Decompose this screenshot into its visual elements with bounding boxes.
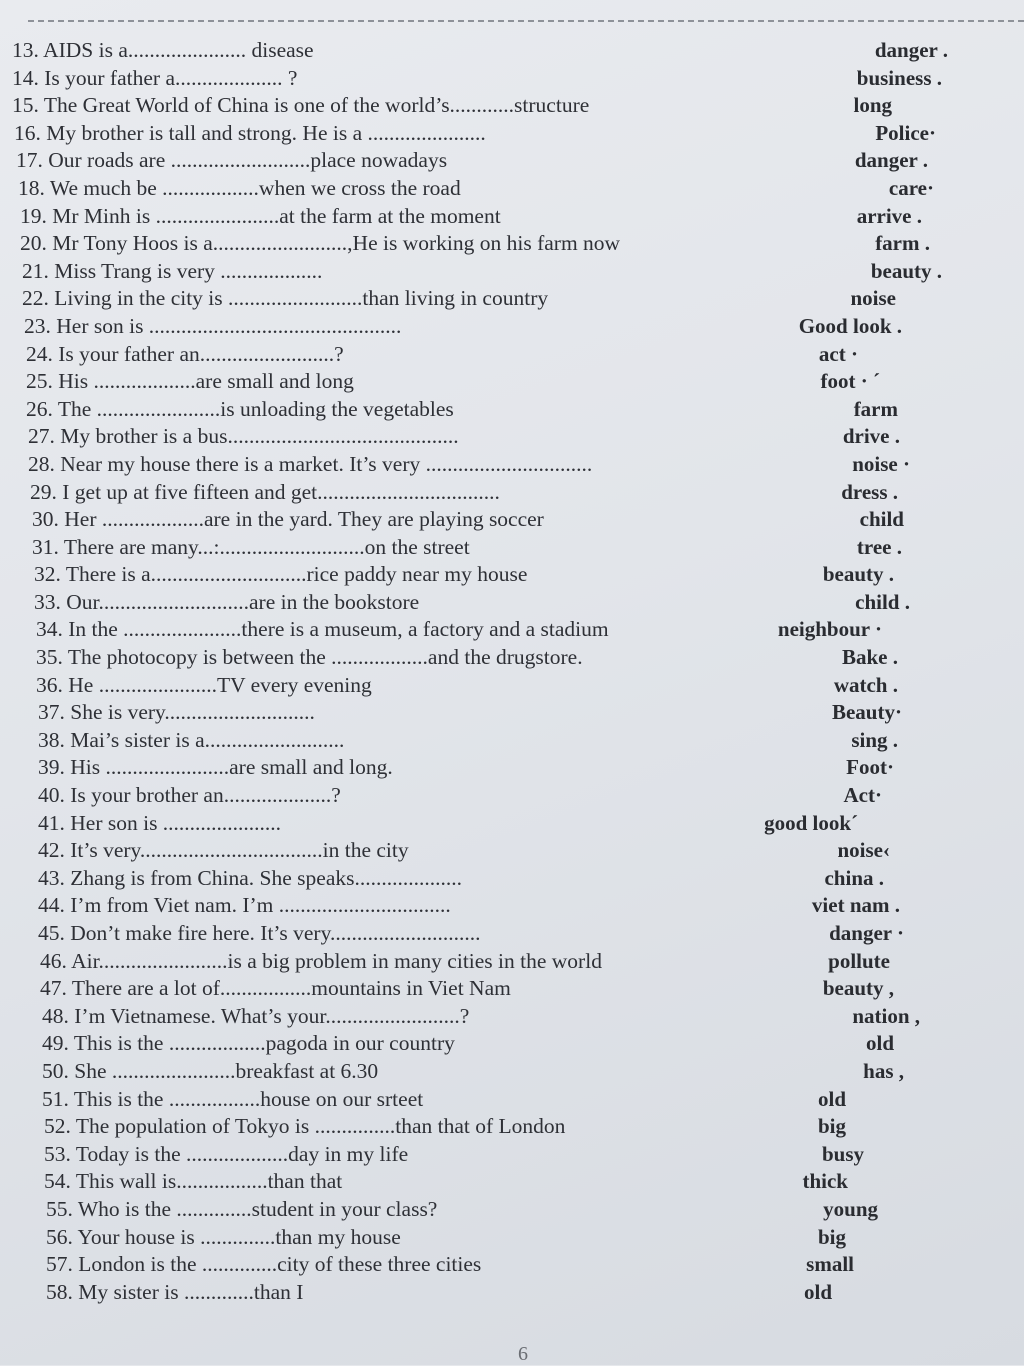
exercise-text: Today is the ...................day in my life	[75, 1141, 409, 1166]
exercise-text: Mai’s sister is a..........................	[70, 727, 345, 752]
exercise-text: This wall is.................than that	[75, 1169, 343, 1194]
exercise-number: 20.	[20, 231, 47, 256]
exercise-item	[8, 506, 1008, 534]
exercise-item	[8, 203, 1008, 231]
exercise-text: I get up at five fifteen and get..................................	[62, 479, 500, 504]
exercise-text: AIDS is a...................... disease	[43, 38, 314, 62]
exercise-number: 33.	[34, 589, 61, 614]
exercise-number: 19.	[20, 203, 47, 228]
exercise-text: Mr Tony Hoos is a.........................,He is working on his farm now	[52, 231, 621, 256]
exercise-item	[8, 644, 1008, 672]
word-hint: beauty .	[870, 258, 942, 283]
exercise-text: Is your brother an....................?	[70, 783, 341, 808]
word-hint: neighbour ·	[777, 617, 882, 642]
exercise-item	[8, 230, 1008, 258]
exercise-text: Her son is ......................	[70, 810, 282, 835]
word-hint: long	[853, 93, 892, 118]
exercise-number: 43.	[38, 865, 65, 890]
exercise-item	[8, 1279, 1008, 1307]
word-hint: Bake .	[841, 645, 898, 670]
exercise-number: 30.	[32, 507, 59, 532]
exercise-item	[8, 948, 1008, 976]
exercise-number: 57.	[46, 1252, 73, 1277]
exercise-number: 41.	[38, 810, 65, 835]
exercise-text: Don’t make fire here. It’s very............................	[70, 921, 481, 945]
exercise-number: 28.	[28, 451, 55, 476]
exercise-item	[8, 423, 1008, 451]
exercise-sentence	[46, 1196, 437, 1224]
exercise-sentence	[28, 423, 459, 451]
exercise-item	[8, 396, 1008, 424]
exercise-item	[8, 1003, 1008, 1031]
exercise-text: This is the ..................pagoda in our country	[73, 1031, 455, 1056]
exercise-item	[8, 1030, 1008, 1058]
exercise-number: 44.	[38, 893, 65, 918]
exercise-text: Air........................is a big problem in many cities in the world	[71, 948, 602, 973]
exercise-text: His .......................are small and long.	[70, 755, 393, 780]
exercise-item	[8, 892, 1008, 920]
exercise-text: The Great World of China is one of the world’s............structure	[43, 93, 590, 118]
exercise-sentence	[44, 1141, 408, 1169]
exercise-text: My brother is tall and strong. He is a ......................	[46, 120, 486, 145]
word-hint: beauty .	[822, 562, 894, 587]
word-hint: nation ,	[852, 1003, 920, 1028]
exercise-sentence	[46, 1251, 481, 1279]
exercise-number: 50.	[42, 1058, 69, 1083]
exercise-text: In the ......................there is a museum, a factory and a stadium	[68, 617, 609, 642]
word-hint: has ,	[863, 1058, 904, 1083]
exercise-number: 32.	[34, 562, 61, 587]
word-hint: thick	[802, 1169, 848, 1194]
word-hint: old	[817, 1086, 846, 1111]
word-hint: danger .	[874, 38, 948, 62]
exercise-text: Your house is ..............than my house	[77, 1224, 401, 1249]
exercise-sentence	[26, 396, 454, 424]
exercise-item	[8, 616, 1008, 644]
exercise-sentence	[42, 1003, 469, 1031]
exercise-sentence	[44, 1113, 565, 1141]
exercise-sentence	[26, 368, 354, 396]
exercise-sentence	[12, 92, 589, 120]
exercise-number: 37.	[38, 700, 65, 725]
exercise-text: The photocopy is between the ..................and the drugstore.	[67, 645, 583, 670]
exercise-item	[8, 727, 1008, 755]
exercise-item	[8, 37, 1008, 65]
word-hint: noise ·	[852, 451, 910, 476]
exercise-text: This is the .................house on our srteet	[73, 1086, 424, 1111]
exercise-number: 17.	[16, 148, 43, 173]
exercise-item	[8, 92, 1008, 120]
exercise-item	[8, 865, 1008, 893]
word-hint: sing .	[851, 727, 898, 752]
word-hint: busy	[821, 1141, 864, 1166]
word-hint: business .	[856, 65, 942, 90]
word-hint: pollute	[828, 948, 890, 973]
word-hint: beauty ,	[822, 976, 894, 1001]
page-number: 6	[518, 1343, 528, 1365]
exercise-item	[8, 285, 1008, 313]
exercise-text: My brother is a bus...........................................	[60, 424, 459, 449]
exercise-sentence	[24, 313, 401, 341]
exercise-number: 47.	[40, 976, 67, 1001]
exercise-item	[8, 589, 1008, 617]
word-hint: Foot·	[846, 755, 894, 780]
exercise-text: She .......................breakfast at 6.30	[74, 1058, 379, 1083]
exercise-number: 54.	[44, 1169, 71, 1194]
exercise-number: 53.	[44, 1141, 71, 1166]
exercise-sentence	[40, 975, 511, 1003]
word-hint: farm .	[875, 231, 930, 256]
exercise-text: Who is the ..............student in your class?	[77, 1196, 438, 1221]
word-hint: danger .	[854, 148, 928, 173]
exercise-sentence	[42, 1086, 423, 1114]
exercise-item	[8, 451, 1008, 479]
exercise-item	[8, 258, 1008, 286]
exercise-text: She is very............................	[70, 700, 315, 725]
exercise-text: There is a.............................rice paddy near my house	[65, 562, 528, 587]
exercise-item	[8, 368, 1008, 396]
exercise-number: 13.	[12, 38, 39, 62]
exercise-number: 27.	[28, 424, 55, 449]
exercise-text: Her ...................are in the yard. They are playing soccer	[64, 507, 544, 532]
word-hint: young	[823, 1196, 878, 1221]
exercise-item	[8, 561, 1008, 589]
exercise-number: 46.	[40, 948, 67, 973]
word-hint: drive .	[842, 424, 900, 449]
exercise-number: 51.	[42, 1086, 69, 1111]
word-hint: tree .	[856, 534, 902, 559]
exercise-item	[8, 147, 1008, 175]
exercise-text: London is the ..............city of these three cities	[78, 1252, 482, 1277]
exercise-item	[8, 120, 1008, 148]
exercise-item	[8, 1086, 1008, 1114]
exercise-sentence	[36, 616, 609, 644]
word-hint: farm	[853, 396, 898, 421]
exercise-sentence	[34, 561, 527, 589]
exercise-text: Miss Trang is very ...................	[54, 258, 323, 283]
word-hint: child .	[855, 589, 910, 614]
exercise-text: The population of Tokyo is ...............than that of London	[75, 1114, 566, 1139]
exercise-sentence	[42, 1030, 455, 1058]
exercise-item	[8, 1251, 1008, 1279]
word-hint: good look´	[764, 810, 858, 835]
exercise-item	[8, 1141, 1008, 1169]
exercise-number: 58.	[46, 1279, 73, 1304]
exercise-sentence	[38, 837, 409, 865]
exercise-number: 35.	[36, 645, 63, 670]
exercise-number: 39.	[38, 755, 65, 780]
exercise-item	[8, 699, 1008, 727]
exercise-item	[8, 1058, 1008, 1086]
exercise-sentence	[38, 754, 393, 782]
exercise-number: 25.	[26, 369, 53, 394]
exercise-sentence	[38, 727, 344, 755]
exercise-text: He ......................TV every evening	[68, 672, 372, 697]
exercise-sentence	[20, 203, 501, 231]
exercise-number: 14.	[12, 65, 39, 90]
exercise-item	[8, 65, 1008, 93]
exercise-number: 49.	[42, 1031, 69, 1056]
exercise-sentence	[18, 175, 461, 203]
exercise-item	[8, 672, 1008, 700]
word-hint: child	[859, 507, 904, 532]
exercise-item	[8, 1196, 1008, 1224]
dashed-divider	[28, 20, 1024, 22]
exercise-sentence	[46, 1279, 303, 1307]
exercise-sentence	[38, 699, 315, 727]
exercise-item	[8, 175, 1008, 203]
exercise-item	[8, 920, 1008, 948]
exercise-text: The .......................is unloading the vegetables	[57, 396, 454, 421]
exercise-sentence	[32, 506, 544, 534]
exercise-text: Mr Minh is .......................at the farm at the moment	[52, 203, 501, 228]
word-hint: Good look .	[798, 313, 902, 338]
word-hint: watch .	[833, 672, 898, 697]
word-hint: care·	[888, 175, 934, 200]
exercise-number: 55.	[46, 1196, 73, 1221]
word-hint: Act·	[843, 783, 882, 808]
exercise-list	[8, 37, 1008, 1306]
exercise-sentence	[26, 341, 344, 369]
exercise-sentence	[28, 451, 592, 479]
exercise-number: 21.	[22, 258, 49, 283]
word-hint: noise‹	[837, 838, 890, 863]
exercise-item	[8, 1224, 1008, 1252]
exercise-sentence	[22, 285, 548, 313]
exercise-sentence	[36, 644, 583, 672]
exercise-text: Is your father an.........................?	[58, 341, 344, 366]
exercise-sentence	[44, 1168, 342, 1196]
exercise-item	[8, 534, 1008, 562]
exercise-number: 38.	[38, 727, 65, 752]
exercise-number: 26.	[26, 396, 53, 421]
exercise-text: Living in the city is .........................than living in country	[54, 286, 549, 311]
exercise-sentence	[12, 65, 297, 93]
exercise-text: There are many...:...........................on the street	[63, 534, 470, 559]
word-hint: noise	[850, 286, 896, 311]
exercise-sentence	[30, 479, 500, 507]
word-hint: Beauty·	[831, 700, 902, 725]
exercise-item	[8, 341, 1008, 369]
exercise-sentence	[12, 37, 314, 65]
exercise-text: We much be ..................when we cross the road	[49, 175, 461, 200]
exercise-number: 18.	[18, 175, 45, 200]
exercise-sentence	[38, 782, 341, 810]
exercise-item	[8, 975, 1008, 1003]
word-hint: act ·	[818, 341, 858, 366]
word-hint: old	[865, 1031, 894, 1056]
exercise-number: 24.	[26, 341, 53, 366]
exercise-text: My sister is .............than I	[78, 1279, 304, 1304]
exercise-number: 23.	[24, 313, 51, 338]
exercise-text: Is your father a.................... ?	[44, 65, 298, 90]
exercise-sentence	[40, 948, 602, 976]
exercise-sentence	[20, 230, 620, 258]
word-hint: foot · ´	[820, 369, 880, 394]
exercise-number: 31.	[32, 534, 59, 559]
exercise-item	[8, 479, 1008, 507]
exercise-text: Our............................are in the bookstore	[66, 589, 420, 614]
exercise-number: 29.	[30, 479, 57, 504]
exercise-sentence	[38, 892, 451, 920]
word-hint: viet nam .	[811, 893, 900, 918]
exercise-sentence	[14, 120, 486, 148]
exercise-sentence	[36, 672, 372, 700]
exercise-item	[8, 754, 1008, 782]
word-hint: dress .	[841, 479, 898, 504]
exercise-number: 36.	[36, 672, 63, 697]
exercise-item	[8, 782, 1008, 810]
exercise-number: 42.	[38, 838, 65, 863]
word-hint: arrive .	[856, 203, 922, 228]
exercise-text: I’m Vietnamese. What’s your.........................?	[74, 1003, 470, 1028]
exercise-sentence	[38, 810, 281, 838]
exercise-sentence	[42, 1058, 378, 1086]
exercise-sentence	[38, 920, 480, 948]
word-hint: small	[806, 1252, 854, 1277]
exercise-number: 48.	[42, 1003, 69, 1028]
exercise-sentence	[46, 1224, 401, 1252]
exercise-sentence	[22, 258, 322, 286]
exercise-number: 56.	[46, 1224, 73, 1249]
exercise-number: 34.	[36, 617, 63, 642]
exercise-text: I’m from Viet nam. I’m ................................	[70, 893, 451, 918]
exercise-text: Zhang is from China. She speaks....................	[70, 865, 462, 890]
word-hint: old	[803, 1279, 832, 1304]
exercise-text: Near my house there is a market. It’s very ...............................	[60, 451, 593, 476]
exercise-item	[8, 313, 1008, 341]
exercise-text: Her son is ...............................................	[56, 313, 402, 338]
word-hint: china .	[824, 865, 884, 890]
word-hint: big	[817, 1114, 846, 1139]
exercise-text: It’s very..................................in the city	[70, 838, 409, 863]
exercise-sentence	[32, 534, 470, 562]
exercise-number: 15.	[12, 93, 39, 118]
exercise-sentence	[38, 865, 462, 893]
exercise-text: Our roads are ..........................place nowadays	[48, 148, 448, 173]
exercise-number: 22.	[22, 286, 49, 311]
exercise-sentence	[16, 147, 447, 175]
exercise-sentence	[34, 589, 419, 617]
exercise-number: 45.	[38, 921, 65, 945]
exercise-number: 16.	[14, 120, 41, 145]
exercise-text: There are a lot of.................mountains in Viet Nam	[71, 976, 511, 1001]
exercise-text: His ...................are small and long	[58, 369, 354, 394]
exercise-item	[8, 837, 1008, 865]
word-hint: big	[817, 1224, 846, 1249]
exercise-item	[8, 810, 1008, 838]
exercise-number: 40.	[38, 783, 65, 808]
word-hint: Police·	[875, 120, 936, 145]
word-hint: danger ·	[829, 921, 904, 945]
exercise-number: 52.	[44, 1114, 71, 1139]
exercise-item	[8, 1113, 1008, 1141]
exercise-item	[8, 1168, 1008, 1196]
